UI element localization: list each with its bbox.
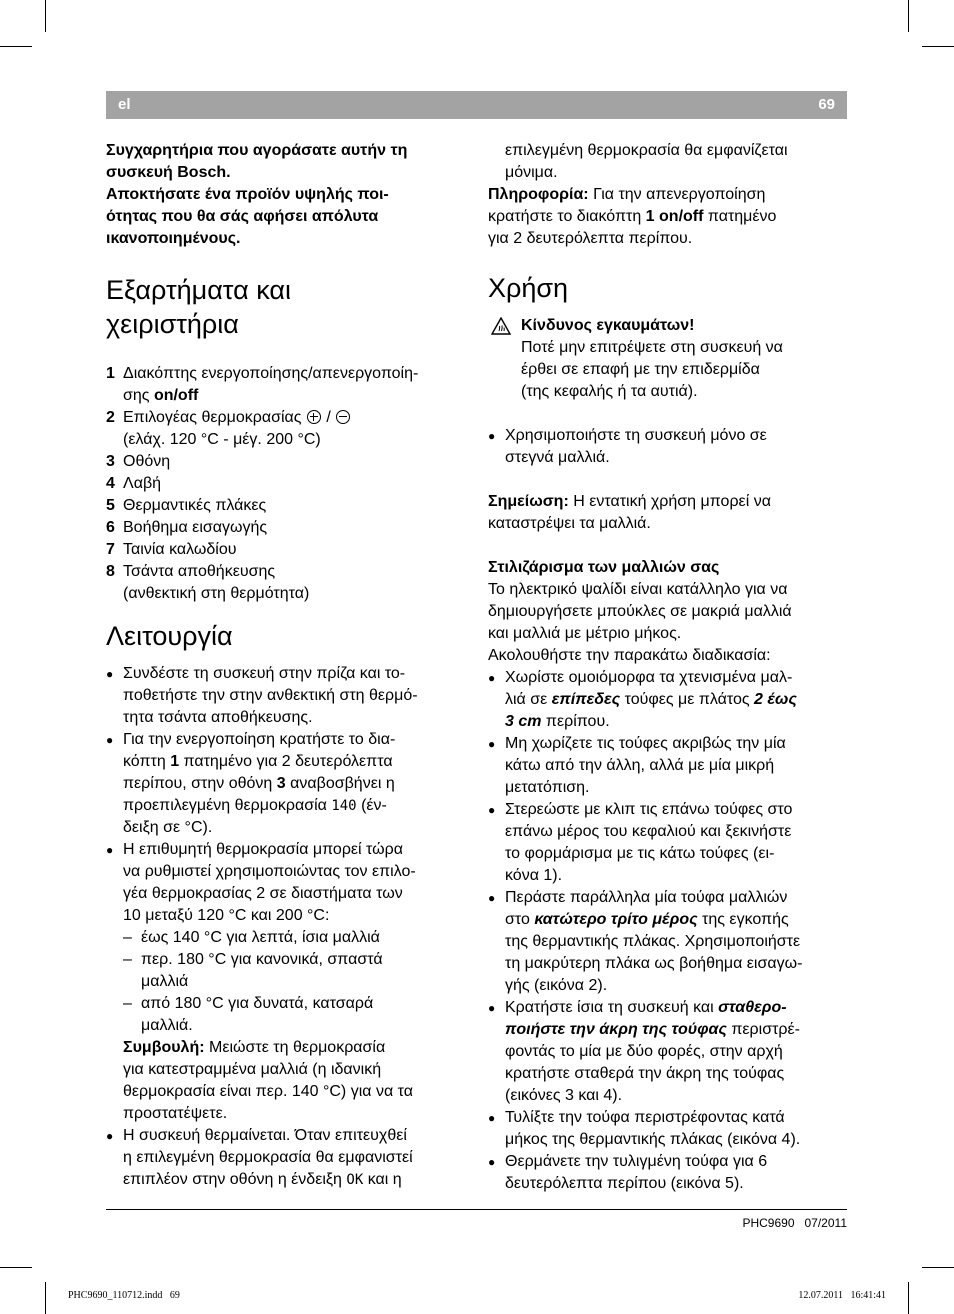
parts-heading-line: χειριστήρια [106,309,239,339]
display-readout: OK [346,1172,364,1188]
usage-heading: Χρήση [488,273,569,303]
parts-heading-line: Εξαρτήματα και [106,275,291,305]
left-column [106,140,468,1191]
bullet-item: ● Χρησιμοποιήστε τη συσκευή μόνο σε στεγνά μαλλιά. [488,425,850,469]
intro-line: Αποκτήσατε ένα προϊόν υψηλής ποι- [106,186,389,203]
right-column [488,140,850,1195]
item-text: Τσάντα αποθήκευσης [123,563,276,580]
item-number: 4 [106,475,115,492]
parts-list-item [106,363,468,407]
bullet-item: ● Η συσκευή θερμαίνεται. Όταν επιτευχθεί η επιλεγμένη θερμοκρασία θα εμφανιστεί επιπλέον στην οθόνη η ένδειξη OK και η [106,1125,468,1191]
warning-triangle-icon [491,317,511,335]
item-number: 5 [106,497,115,514]
tip-note: Συμβουλή: Μειώστε τη θερμοκρασία για κατεστραμμένα μαλλιά (η ιδανική θερμοκρασία είναι περ. 140 °C) για να τα προστατέψετε. [123,1039,413,1122]
item-text: (ανθεκτική στη θερμότητα) [123,585,310,602]
item-text: Επιλογέας θερμοκρασίας / [123,407,468,429]
item-text: Διακόπτης ενεργοποίησης/απενεργοποίη- [123,365,419,382]
continued-text: επιλεγμένη θερμοκρασία θα εμφανίζεται μόνιμα. [505,142,788,181]
parts-list-item [106,451,468,473]
item-text: Ταινία καλωδίου [123,541,237,558]
language-code: el [118,96,131,113]
dash-item: – περ. 180 °C για κανονικά, σπαστά μαλλιά [106,949,468,993]
parts-list [106,363,468,605]
info-note: Πληροφορία: Για την απενεργοποίηση κρατήστε το διακόπτη 1 on/off πατημένο για 2 δευτερόλεπτα περίπου. [488,186,777,247]
page-header-bar [106,91,847,119]
intro-line: ότητας που θα σάς αφήσει απόλυτα [106,208,379,225]
styling-intro: Το ηλεκτρικό ψαλίδι είναι κατάλληλο για να δημιουργήσετε μπούκλες σε μακριά μαλλιά και μαλλιά με μέτριο μήκος. Ακολουθήστε την παρακάτω διαδικασία: [488,581,792,664]
item-text: Λαβή [123,475,162,492]
intro-line: ικανοποιημένους. [106,230,241,247]
styling-subheading: Στιλιζάρισμα των μαλλιών σας [488,559,720,576]
crop-mark [0,1267,32,1268]
display-readout: 140 [331,798,357,814]
minus-circle-icon [336,410,350,424]
bullet-item: ● Για την ενεργοποίηση κρατήστε το δια- κόπτη 1 πατημένο για 2 δευτερόλεπτα περίπου, στην οθόνη 3 αναβοσβήνει η προεπιλεγμένη θερμοκρασία 140 (έν- δειξη σε °C). [106,729,468,839]
burn-warning: Κίνδυνος εγκαυμάτων! Ποτέ μην επιτρέψετε στη συσκευή να έρθει σε επαφή με την επιδερμίδα (της κεφαλής ή τα αυτιά). [488,315,850,403]
intro-line: Συγχαρητήρια που αγοράσατε αυτήν τη [106,142,408,159]
item-text: Θερμαντικές πλάκες [123,497,267,514]
bullet-item: ● Τυλίξτε την τούφα περιστρέφοντας κατά μήκος της θερμαντικής πλάκας (εικόνα 4). [488,1107,850,1151]
dash-item: – έως 140 °C για λεπτά, ίσια μαλλιά [106,927,468,949]
operation-section [106,663,468,1191]
parts-list-item [106,495,468,517]
crop-mark [922,1267,954,1268]
parts-list-item [106,561,468,605]
note: Σημείωση: Η εντατική χρήση μπορεί να καταστρέψει τα μαλλιά. [488,493,771,532]
item-text: (ελάχ. 120 °C - μέγ. 200 °C) [123,431,321,448]
item-number: 3 [106,453,115,470]
bullet-item: ● Συνδέστε τη συσκευή στην πρίζα και το- ποθετήστε την στην ανθεκτική στη θερμό- τητα τσάντα αποθήκευσης. [106,663,468,729]
bullet-item: ● Χωρίστε ομοιόμορφα τα χτενισμένα μαλ- λιά σε επίπεδες τούφες με πλάτος 2 έως 3 cm περίπου. [488,667,850,733]
item-number: 2 [106,409,115,426]
intro-text [106,140,468,250]
page-number: 69 [818,96,835,113]
crop-mark [45,0,46,32]
bullet-item: ● Η επιθυμητή θερμοκρασία μπορεί τώρα να ρυθμιστεί χρησιμοποιώντας τον επιλο- γέα θερμοκρασίας 2 σε διαστήματα των 10 μεταξύ 120 °C και 200 °C: [106,839,468,927]
crop-mark [45,1282,46,1314]
footer-rule [106,1209,847,1210]
parts-list-item [106,539,468,561]
item-text: σης on/off [123,387,199,404]
dash-item: – από 180 °C για δυνατά, κατσαρά μαλλιά. [106,993,468,1037]
item-number: 6 [106,519,115,536]
crop-mark [922,46,954,47]
footer-model-date: PHC9690 07/2011 [742,1216,847,1230]
item-text: Βοήθημα εισαγωγής [123,519,268,536]
bullet-item: ● Θερμάνετε την τυλιγμένη τούφα για 6 δευτερόλεπτα περίπου (εικόνα 5). [488,1151,850,1195]
item-number: 8 [106,563,115,580]
bullet-item: ● Περάστε παράλληλα μία τούφα μαλλιών στο κατώτερο τρίτο μέρος της εγκοπής της θερμαντικής πλάκας. Χρησιμοποιήστε τη μακρύτερη πλάκα ως βοήθημα εισαγω- γής (εικόνα 2). [488,887,850,997]
crop-mark [0,46,32,47]
crop-mark [908,0,909,32]
bullet-item: ● Στερεώστε με κλιπ τις επάνω τούφες στο επάνω μέρος του κεφαλιού και ξεκινήστε το φορμάρισμα με τις κάτω τούφες (ει- κόνα 1). [488,799,850,887]
crop-mark [908,1282,909,1314]
item-number: 7 [106,541,115,558]
parts-list-item [106,473,468,495]
bullet-item: ● Μη χωρίζετε τις τούφες ακριβώς την μία κάτω από την άλλη, αλλά με μία μικρή μετατόπιση. [488,733,850,799]
intro-line: συσκευή Bosch. [106,164,231,181]
plus-circle-icon [307,410,321,424]
parts-heading [106,273,468,341]
print-slug-file: PHC9690_110712.indd 69 [68,1290,180,1301]
print-slug-timestamp: 12.07.2011 16:41:41 [798,1290,886,1301]
operation-heading: Λειτουργία [106,621,233,651]
item-number: 1 [106,365,115,382]
warning-title: Κίνδυνος εγκαυμάτων! [521,317,695,334]
parts-list-item [106,517,468,539]
item-text: Οθόνη [123,453,171,470]
parts-list-item [106,407,468,451]
bullet-item: ● Κρατήστε ίσια τη συσκευή και σταθερο- ποιήστε την άκρη της τούφας περιστρέ- φοντάς το μία με δύο φορές, στην αρχή κρατήστε σταθερά την άκρη της τούφας (εικόνες 3 και 4). [488,997,850,1107]
